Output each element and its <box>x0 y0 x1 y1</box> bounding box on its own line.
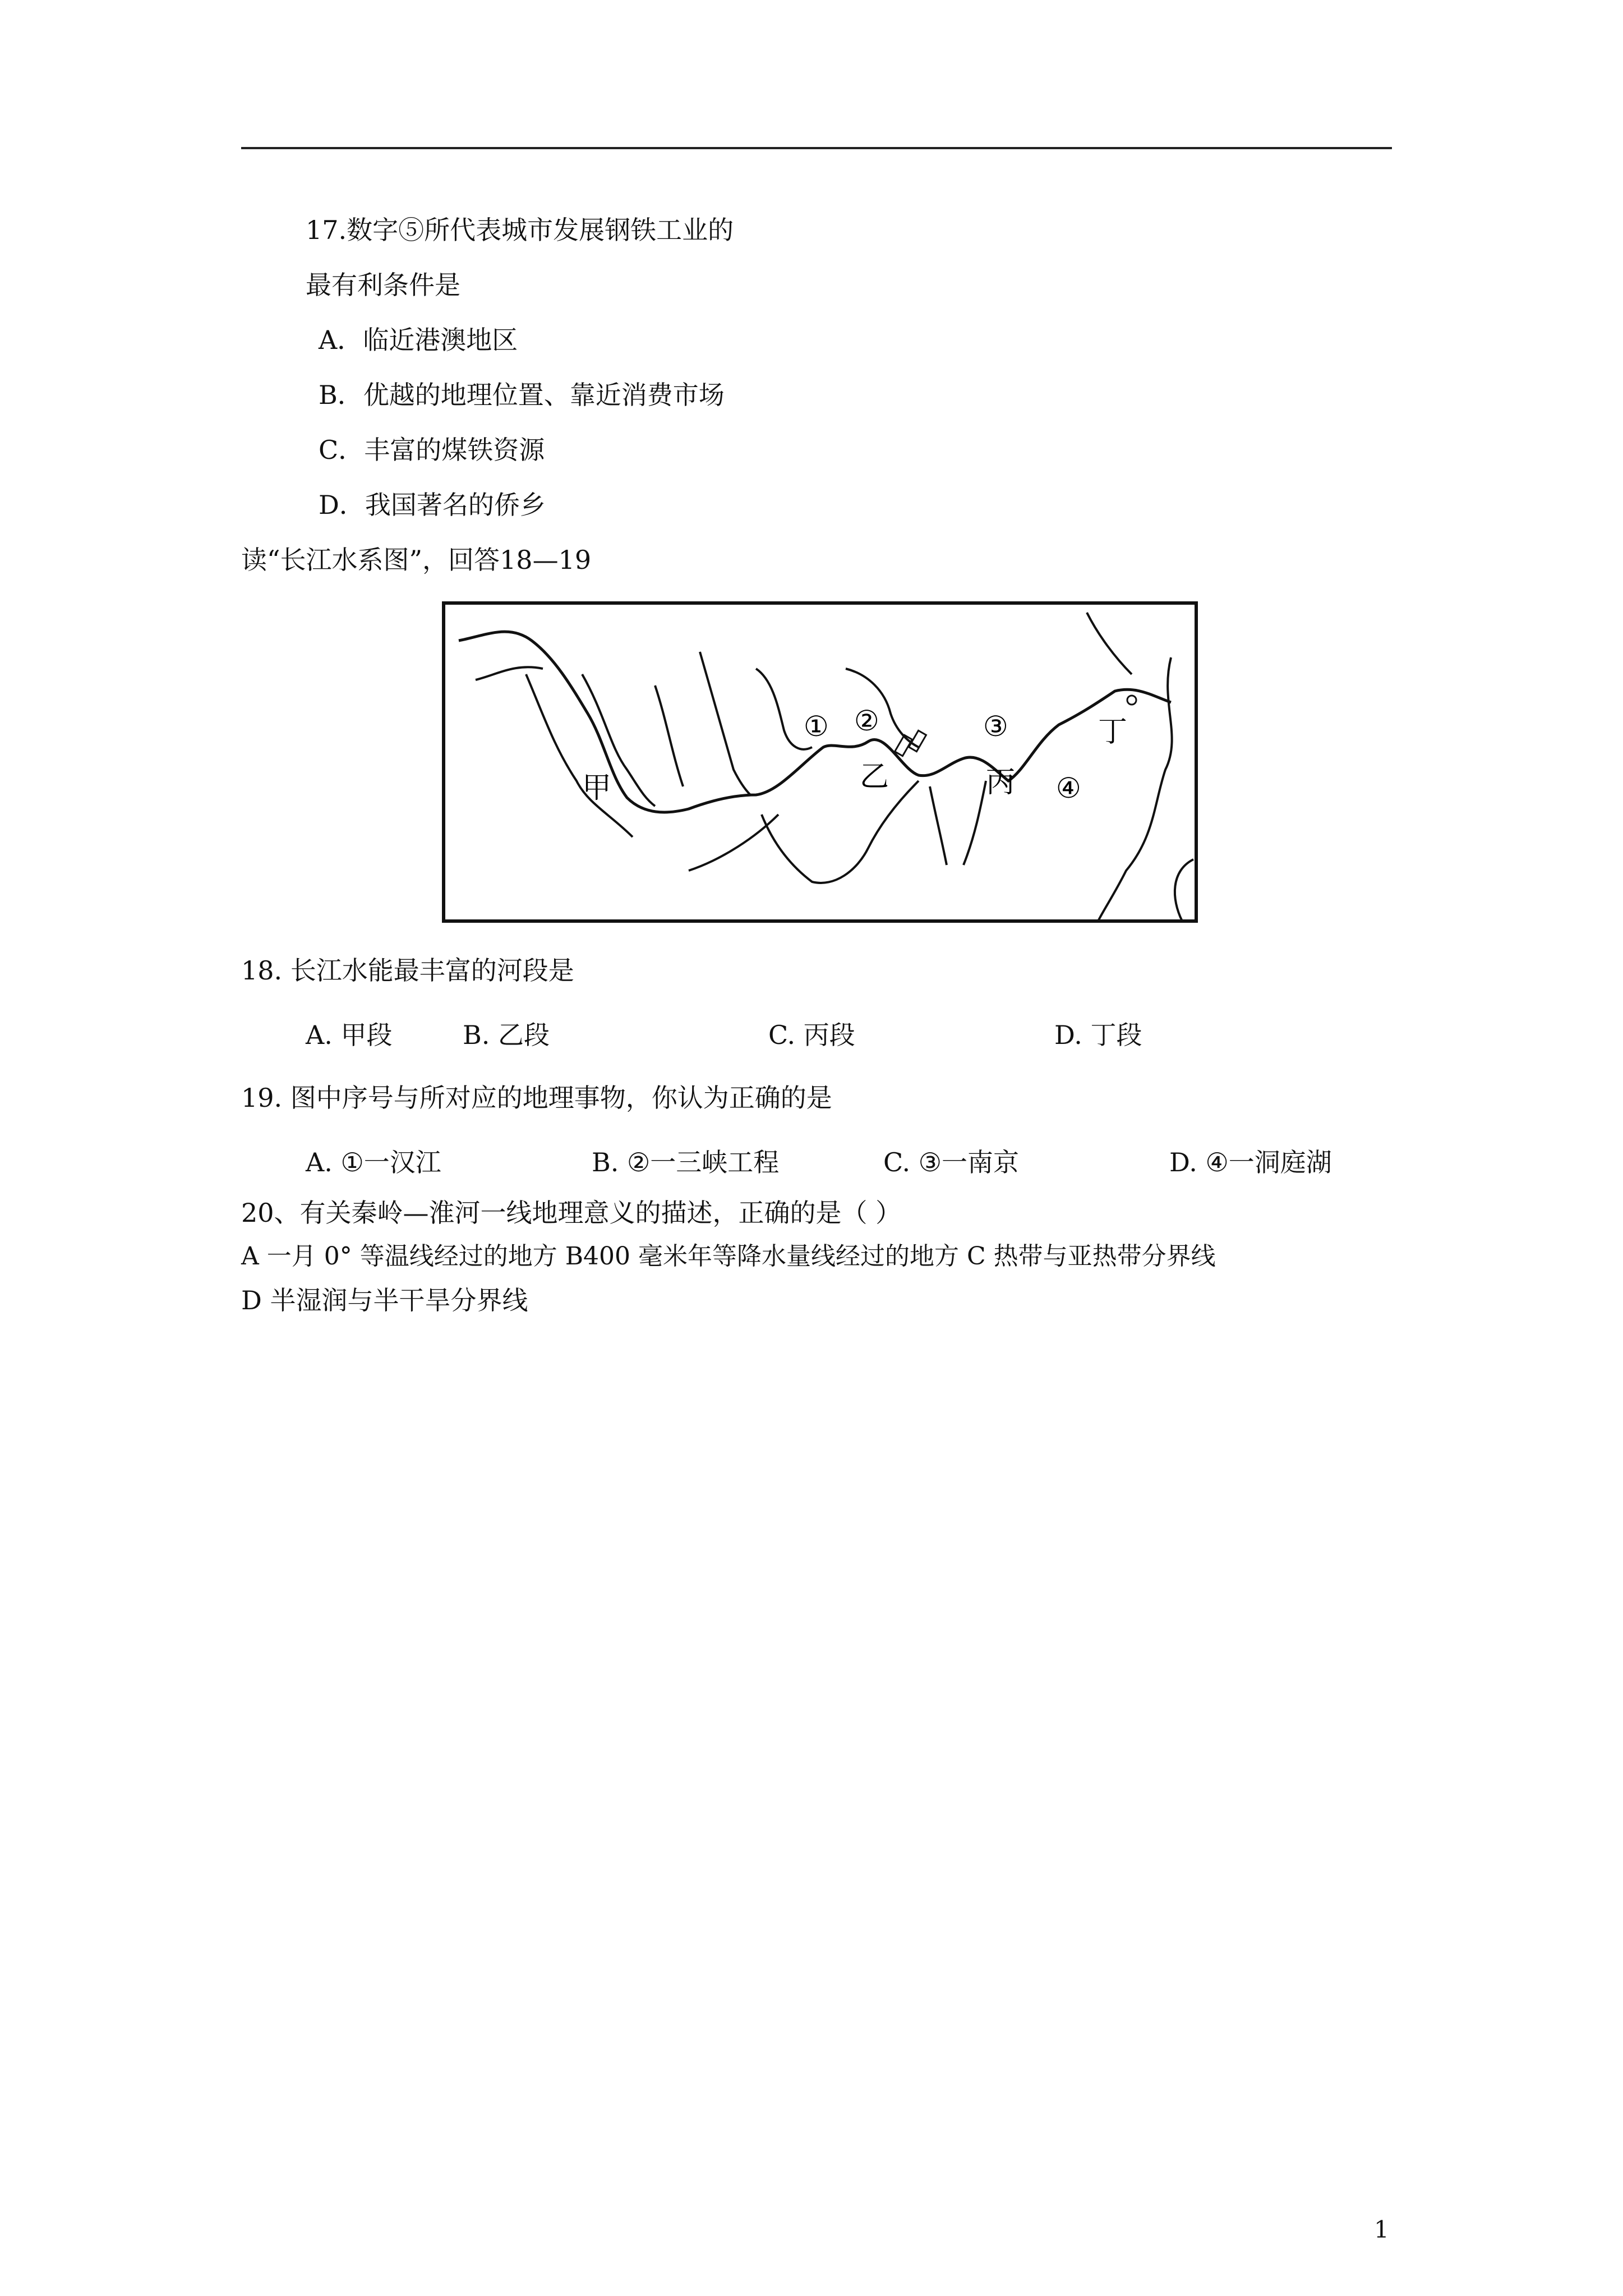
page-number: 1 <box>1374 2216 1389 2243</box>
q20-stem: 20、有关秦岭—淮河一线地理意义的描述，正确的是（ ） <box>241 1198 902 1228</box>
map-label-bing: 丙 <box>986 766 1016 799</box>
q19-option-b: B. ②一三峡工程 <box>592 1147 780 1177</box>
q19-option-a: A. ①一汉江 <box>306 1147 441 1177</box>
q18-option-a: A. 甲段 <box>306 1020 393 1050</box>
q19-stem: 19. 图中序号与所对应的地理事物，你认为正确的是 <box>241 1083 832 1113</box>
map-label-yi: 乙 <box>860 760 889 794</box>
q17-option-d: D．我国著名的侨乡 <box>319 490 546 520</box>
map-label-ding: 丁 <box>1098 715 1128 749</box>
q17-option-a: A．临近港澳地区 <box>319 325 518 355</box>
q19-option-d: D. ④一洞庭湖 <box>1169 1147 1332 1177</box>
q17-stem-line2: 最有利条件是 <box>306 270 460 300</box>
q17-option-c: C．丰富的煤铁资源 <box>319 435 545 465</box>
map-label-4: ④ <box>1056 772 1081 804</box>
q17-option-b: B．优越的地理位置、靠近消费市场 <box>319 380 725 410</box>
map-label-3: ③ <box>983 710 1008 743</box>
map-label-1: ① <box>804 710 829 743</box>
q20-options-line1: A 一月 0° 等温线经过的地方 B400 毫米年等降水量线经过的地方 C 热带与亚热带分界线 <box>241 1242 1216 1271</box>
q17-stem-line1: 17.数字⑤所代表城市发展钢铁工业的 <box>306 215 734 245</box>
q18-option-c: C. 丙段 <box>768 1020 855 1050</box>
q18-option-b: B. 乙段 <box>463 1020 550 1050</box>
map-label-2: ② <box>854 705 879 737</box>
q19-option-c: C. ③一南京 <box>883 1147 1020 1177</box>
q20-options-line2: D 半湿润与半干旱分界线 <box>241 1285 528 1315</box>
q18-option-d: D. 丁段 <box>1054 1020 1142 1050</box>
header-rule <box>241 147 1392 149</box>
intro-18-19: 读“长江水系图”，回答18—19 <box>241 545 592 575</box>
q18-stem: 18. 长江水能最丰富的河段是 <box>241 955 574 986</box>
map-frame <box>444 603 1196 921</box>
yangtze-river-map <box>442 601 1198 923</box>
map-label-jia: 甲 <box>582 771 612 805</box>
